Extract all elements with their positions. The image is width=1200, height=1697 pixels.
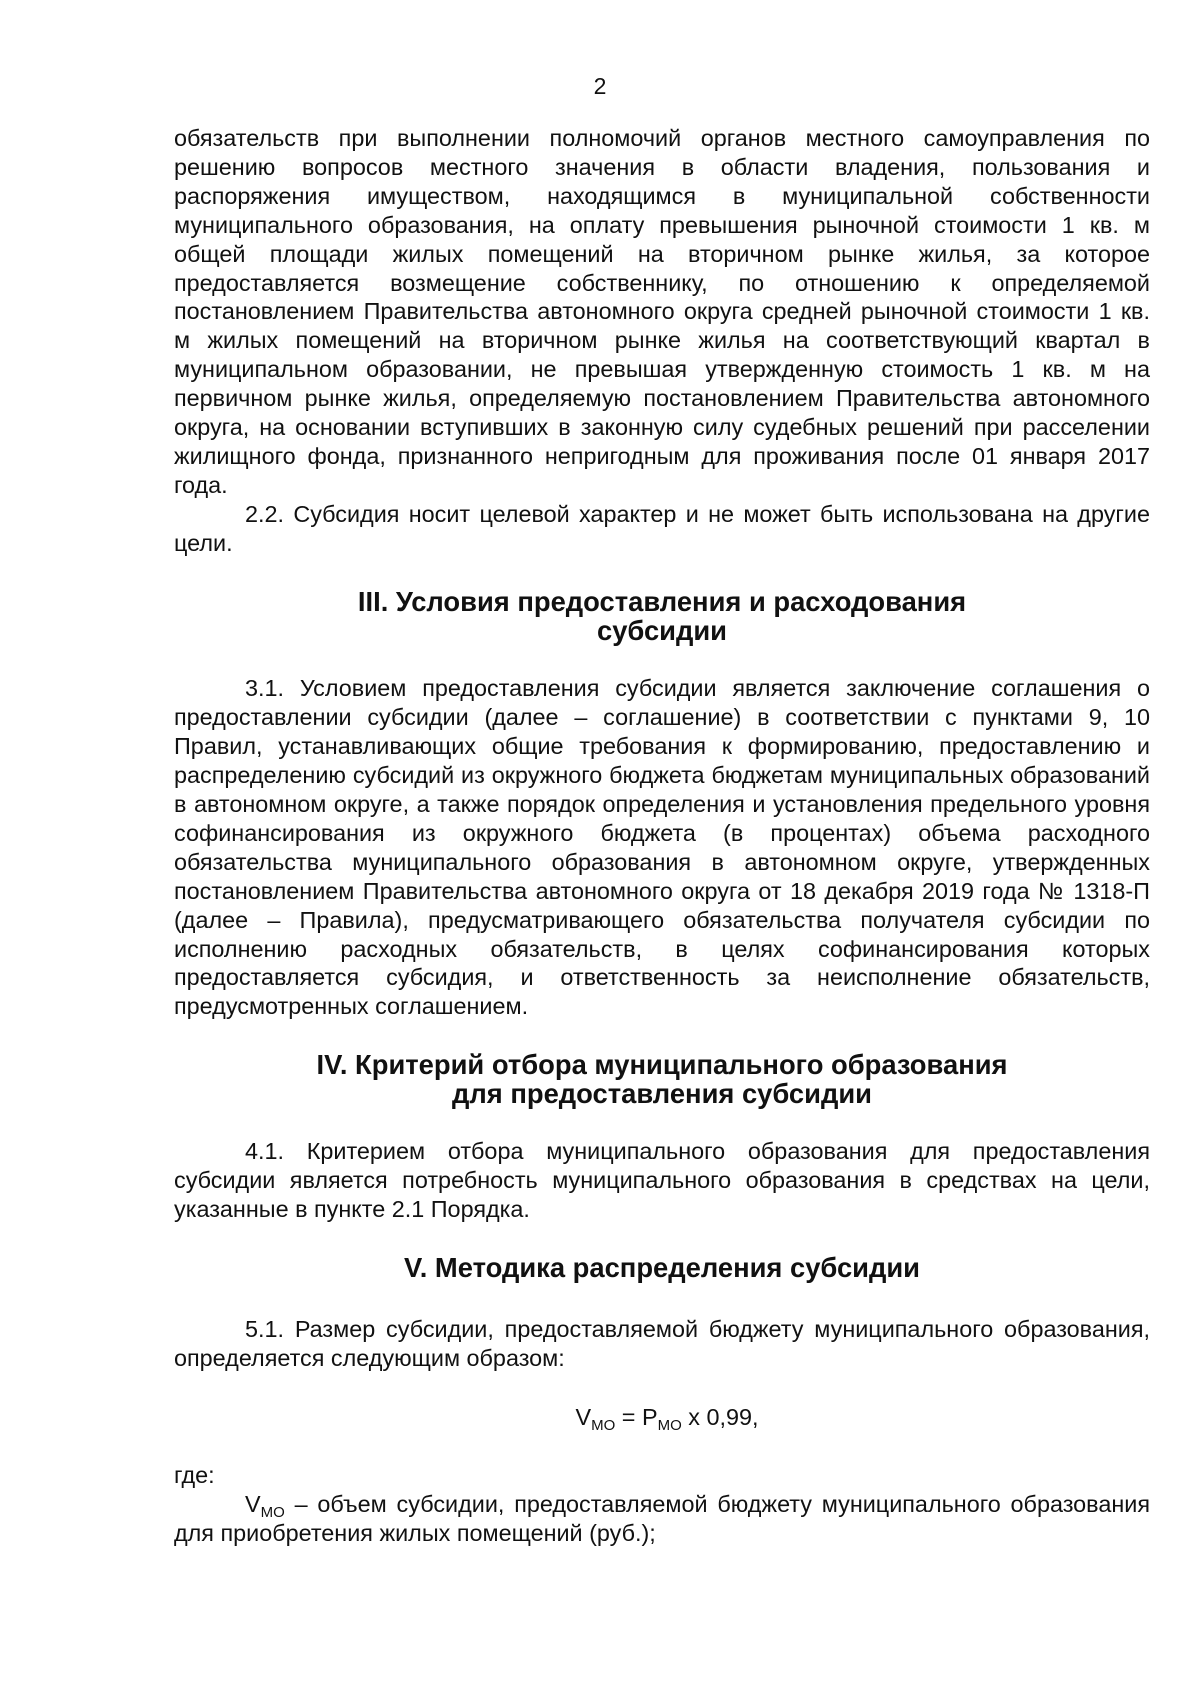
page-number: 2 (593, 73, 607, 99)
paragraph-continuation: обязательств при выполнении полномочий органов местного самоуправления по решению вопросов местного значения в области владения, пользования и распоряжения имуществом, находящимся в муниципальной собственности муниципального образования, на оплату превышения рыночной стоимости 1 кв. м общей площади жилых помещений на вторичном рынке жилья, за которое предоставляется возмещение собственнику, по отношению к определяемой постановлением Правительства автономного округа средней рыночной стоимости 1 кв. м жилых помещений на вторичном рынке жилья на соответствующий квартал в муниципальном образовании, не превышая утвержденную стоимость 1 кв. м на первичном рынке жилья, определяемую постановлением Правительства автономного округа, на основании вступивших в законную силу судебных решений при расселении жилищного фонда, признанного непригодным для проживания после 01 января 2017 года. (174, 125, 1150, 498)
section-4-heading-line2: для предоставления субсидии (452, 1078, 872, 1110)
formula (174, 1403, 1150, 1432)
formula-equals: = (615, 1403, 642, 1430)
section-3-heading-line2: субсидии (596, 614, 727, 646)
section-3-heading-line1: III. Условия предоставления и расходования (357, 585, 967, 617)
section-5-heading (174, 1251, 1150, 1283)
definition-v-mo (174, 1490, 1150, 1548)
section-4-heading-line1: IV. Критерий отбора муниципального образования (316, 1049, 1008, 1081)
where-label: где: (174, 1462, 215, 1489)
section-4-heading (174, 1051, 1150, 1109)
document-body (174, 124, 1150, 1548)
section-5-heading-line1: V. Методика распределения субсидии (403, 1251, 920, 1283)
definition-v-text: – объем субсидии, предоставляемой бюджету муниципального образования для приобретения жилых помещений (руб.); (174, 1491, 1150, 1547)
formula-v: V (575, 1403, 592, 1430)
formula-v-subscript: МО (591, 1416, 616, 1434)
paragraph-2-2: 2.2. Субсидия носит целевой характер и не может быть использована на другие цели. (174, 500, 1150, 556)
definition-v-symbol: V (245, 1491, 261, 1518)
definition-v-subscript: МО (260, 1504, 285, 1522)
paragraph-4-1: 4.1. Критерием отбора муниципального образования для предоставления субсидии является потребность муниципального образования в средствах на цели, указанные в пункте 2.1 Порядка. (174, 1138, 1150, 1222)
paragraph-5-1: 5.1. Размер субсидии, предоставляемой бюджету муниципального образования, определяется следующим образом: (174, 1315, 1150, 1371)
formula-p-subscript: МО (657, 1416, 682, 1434)
section-3-heading (174, 585, 1150, 646)
paragraph-3-1: 3.1. Условием предоставления субсидии является заключение соглашения о предоставлении субсидии (далее – соглашение) в соответствии с пунктами 9, 10 Правил, устанавливающих общие требования к формированию, предоставлению и распределению субсидий из окружного бюджета бюджетам муниципальных образований в автономном округе, а также порядок определения и установления предельного уровня софинансирования из окружного бюджета (в процентах) объема расходного обязательства муниципального образования в автономном округе, утвержденных постановлением Правительства автономного округа от 18 декабря 2019 года № 1318-П (далее – Правила), предусматривающего обязательства получателя субсидии по исполнению расходных обязательств, в целях софинансирования которых предоставляется субсидия, и ответственность за неисполнение обязательств, предусмотренных соглашением. (174, 675, 1150, 1020)
formula-p: P (641, 1403, 658, 1430)
formula-tail: х 0,99, (681, 1403, 759, 1430)
